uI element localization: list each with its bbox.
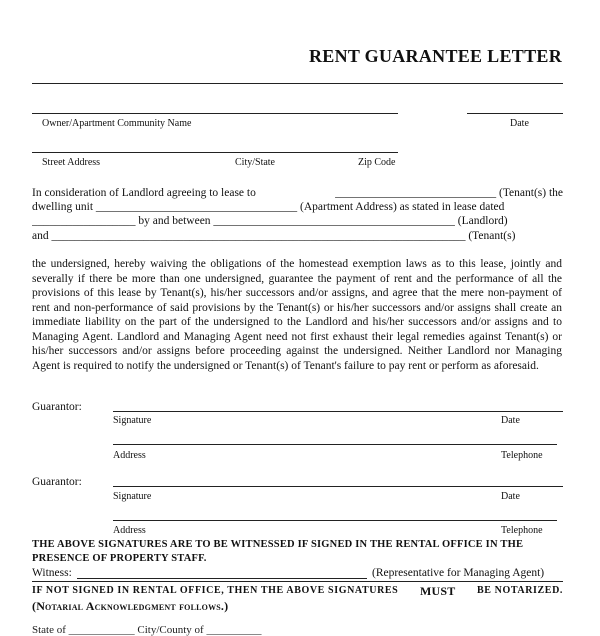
section-divider [32, 581, 563, 582]
guarantor-2-address-label: Address [113, 525, 146, 536]
witness-notice: THE ABOVE SIGNATURES ARE TO BE WITNESSED IF SIGNED IN THE RENTAL OFFICE IN THE PRESENCE OF PROPERTY STAFF. [32, 539, 524, 564]
notary-notice-line-1 [32, 584, 563, 598]
zip-code-label: Zip Code [358, 157, 396, 168]
street-address-line[interactable] [32, 152, 398, 153]
guarantor-2-label: Guarantor: [32, 476, 82, 488]
intro-line-1a: In consideration of Landlord agreeing to lease to [32, 187, 256, 199]
page-title: RENT GUARANTEE LETTER [308, 46, 562, 66]
city-state-label: City/State [235, 157, 275, 168]
witness-caption: (Representative for Managing Agent) [372, 567, 545, 579]
title-rule [32, 83, 563, 84]
guarantor-1-address-line[interactable] [113, 444, 557, 445]
guarantor-2-date-label: Date [501, 491, 520, 502]
guarantor-1-date-label: Date [501, 415, 520, 426]
guarantor-1-label: Guarantor: [32, 401, 82, 413]
witness-signature-line[interactable] [77, 578, 367, 579]
guarantor-1-signature-label: Signature [113, 415, 152, 426]
guarantor-1-telephone-label: Telephone [501, 450, 543, 461]
date-label: Date [510, 118, 529, 129]
guarantor-2-address-line[interactable] [113, 520, 557, 521]
guarantor-2-telephone-label: Telephone [501, 525, 543, 536]
guarantee-paragraph: the undersigned, hereby waiving the obligations of the homestead exemption laws as to this lease, jointly and severally if there be more than one undersigned, guarantee the payment of rent and the performance of all the provisions of this lease by Tenant(s), his/her successors and/or assigns, and agree that the mere non-payment of rent and non-performance of said provisions by the Tenant(s) or his/her successors and/or assigns shall create an immediate liability on the part of the undersigned to the Landlord and his/her successors and/or assigns and to Managing Agent. Landlord and Managing Agent need not first exhaust their legal remedies against Tenant(s) or his/her successors and/or assigns before proceeding against the undersigned. Neither Landlord nor Managing Agent is required to notify the undersigned or Tenant(s) of Tenant's failure to pay rent or perform as aforesaid. [32, 258, 562, 372]
guarantor-1-signature-line[interactable] [113, 411, 563, 412]
intro-line-1b: ____________________________ (Tenant(s) the [335, 187, 563, 199]
notary-must: MUST [419, 584, 456, 598]
guarantor-2-signature-line[interactable] [113, 486, 563, 487]
owner-name-label: Owner/Apartment Community Name [42, 118, 192, 129]
notary-notice-part-1: IF NOT SIGNED IN RENTAL OFFICE, THEN THE ABOVE SIGNATURES [32, 585, 399, 596]
date-line[interactable] [467, 113, 563, 114]
notary-notice-part-2: BE NOTARIZED. [477, 585, 563, 596]
street-address-label: Street Address [42, 157, 101, 168]
intro-line-1 [32, 186, 563, 201]
footer-state-county-line: State of ____________ City/County of __________ [32, 624, 262, 636]
intro-line-3: __________________ by and between __________________________________________ (Landlord) [32, 215, 508, 227]
notary-notice-line-2: (Notarial Acknowledgment follows.) [32, 599, 229, 613]
intro-line-2: dwelling unit ___________________________________ (Apartment Address) as stated in lease dated [32, 201, 505, 213]
guarantor-1-address-label: Address [113, 450, 146, 461]
intro-line-4: and ________________________________________________________________________ (Tenant(s) [32, 230, 516, 242]
witness-label: Witness: [32, 567, 72, 579]
owner-name-line[interactable] [32, 113, 398, 114]
notary-notice [32, 584, 563, 613]
guarantor-2-signature-label: Signature [113, 491, 152, 502]
